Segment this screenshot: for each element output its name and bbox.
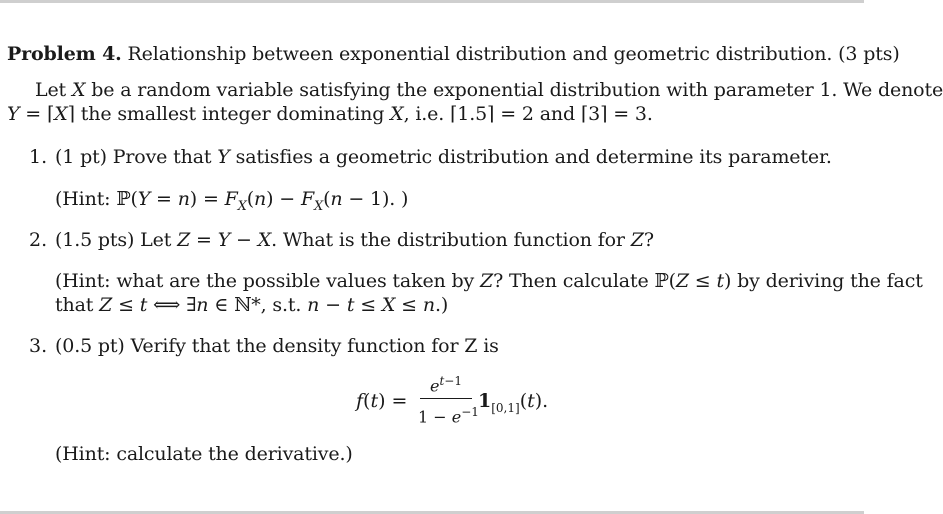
problem-number: Problem 4. [7, 43, 122, 65]
formula-rhs: $1_{[0,1]}(t)$. [478, 390, 549, 415]
density-formula [356, 370, 576, 430]
intro-line-1: Let X be a random variable satisfying the exponential distribution with parameter 1. We denote [35, 79, 943, 101]
problem-title-text: Relationship between exponential distribution and geometric distribution. (3 pts) [121, 43, 900, 65]
fraction-bar [420, 398, 472, 399]
formula-numerator: $e^{t-1}$ [430, 374, 462, 396]
item-1-number: 1. [29, 146, 48, 168]
item-2-number: 2. [29, 229, 48, 251]
item-2-hint-line-1: (Hint: what are the possible values taken by Z? Then calculate ℙ(Z ≤ t) by deriving the fact [55, 270, 923, 292]
formula-lhs: f(t) = [356, 390, 408, 412]
item-3-number: 3. [29, 335, 48, 357]
problem-title [7, 41, 900, 67]
intro-line-2: Y = ⌈X⌉ the smallest integer dominating X, i.e. ⌈1.5⌉ = 2 and ⌈3⌉ = 3. [7, 103, 653, 125]
item-1-text: (1 pt) Prove that Y satisfies a geometric distribution and determine its parameter. [55, 146, 832, 168]
item-2-hint-line-2: that Z ≤ t ⟺ ∃n ∈ ℕ*, s.t. n − t ≤ X ≤ n.) [55, 294, 449, 316]
item-3-text: (0.5 pt) Verify that the density function for Z is [55, 335, 499, 357]
formula-fraction [418, 370, 479, 430]
top-rule [0, 0, 864, 3]
item-1-hint: (Hint: ℙ(Y = $n) = F_X(n) - F_X(n - 1)$. ) [55, 188, 409, 214]
item-2-text: (1.5 pts) Let Z = Y − X. What is the distribution function for Z? [55, 229, 654, 251]
item-3-hint: (Hint: calculate the derivative.) [55, 443, 353, 465]
formula-denominator: $1 - e^{-1}$ [418, 405, 479, 427]
